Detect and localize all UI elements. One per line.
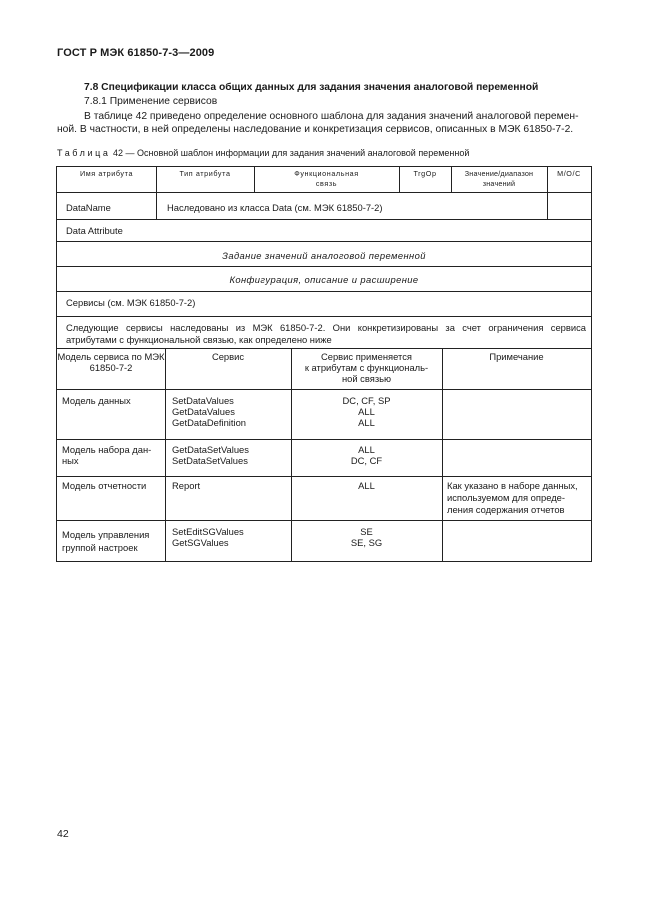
applies-value: ALL xyxy=(358,444,375,455)
table-row-model xyxy=(62,528,149,554)
data-table xyxy=(56,166,592,562)
dataname-value: Наследовано из класса Data (см. МЭК 61850-7-2) xyxy=(167,202,383,213)
paragraph-line: ной. В частности, в ней определены наследование и конкретизация сервисов, описанных в МЭК 61850-7-2. xyxy=(57,124,574,135)
service-name: Report xyxy=(172,480,201,491)
applies-value: DC, CF xyxy=(350,455,383,466)
note-line: ления содержания отчетов xyxy=(447,504,565,515)
subheader-line: ной связью xyxy=(341,373,392,384)
note-line: используемом для опреде- xyxy=(447,492,566,503)
intro-paragraph xyxy=(57,110,591,136)
header-line: связь xyxy=(315,179,338,188)
applies-value: DC, CF, SP xyxy=(342,395,391,406)
model-line: Модель набора дан- xyxy=(62,444,152,455)
table-row-services xyxy=(172,444,249,466)
subheader-service: Сервис xyxy=(211,351,245,362)
caption-text: 42 — Основной шаблон информации для задания значений аналоговой переменной xyxy=(113,148,470,158)
applies-value: ALL xyxy=(358,417,375,428)
header-trgop: TrgOp xyxy=(413,169,437,178)
page-number: 42 xyxy=(57,828,69,840)
subheader-applies xyxy=(291,351,442,384)
header-functional-constraint xyxy=(254,169,399,189)
table-row-services xyxy=(172,395,246,428)
applies-value: SE xyxy=(360,526,373,537)
service-name: GetDataSetValues xyxy=(172,444,249,455)
service-name: GetDataDefinition xyxy=(172,417,246,428)
table-row-model: Модель данных xyxy=(62,395,131,406)
header-line: Значение/диапазон xyxy=(464,169,534,178)
subheader-note: Примечание xyxy=(489,351,544,362)
subheader-line: Сервис применяется xyxy=(320,351,412,362)
note-line: Как указано в наборе данных, xyxy=(447,480,578,491)
service-name: SetDataSetValues xyxy=(172,455,248,466)
model-line: Модель управления xyxy=(62,529,150,540)
dataname-label: DataName xyxy=(66,202,111,213)
table-row-applies xyxy=(291,395,442,428)
header-moc: M/O/C xyxy=(557,169,581,178)
data-attribute-label: Data Attribute xyxy=(66,225,123,236)
services-reference: Сервисы (см. МЭК 61850-7-2) xyxy=(66,297,196,308)
header-line: Функциональная xyxy=(294,169,359,178)
service-name: GetSGValues xyxy=(172,537,229,548)
header-value-range xyxy=(451,169,547,189)
section-setting-heading: Задание значений аналоговой переменной xyxy=(222,250,426,261)
model-line: группой настроек xyxy=(62,542,138,553)
table-row-note xyxy=(447,480,589,516)
table-caption xyxy=(57,148,469,158)
applies-value: ALL xyxy=(358,406,375,417)
subsection-title: 7.8.1 Применение сервисов xyxy=(84,96,218,107)
header-attr-type: Тип атрибута xyxy=(179,169,231,178)
header-line: значений xyxy=(482,179,516,188)
applies-value: SE, SG xyxy=(350,537,383,548)
table-row-model: Модель отчетности xyxy=(62,480,147,491)
model-line: ных xyxy=(62,455,79,466)
header-attr-name: Имя атрибута xyxy=(79,169,134,178)
table-row-applies xyxy=(291,526,442,548)
paragraph-line: В таблице 42 приведено определение основного шаблона для задания значений аналоговой перемен- xyxy=(84,111,579,122)
section-config-heading: Конфигурация, описание и расширение xyxy=(229,274,419,285)
service-name: GetDataValues xyxy=(172,406,235,417)
service-name: SetDataValues xyxy=(172,395,234,406)
subheader-model: Модель сервиса по МЭК 61850-7-2 xyxy=(57,351,165,373)
table-row-model xyxy=(62,444,151,466)
section-title: 7.8 Спецификации класса общих данных для задания значения аналоговой переменной xyxy=(84,82,539,93)
services-note: Следующие сервисы наследованы из МЭК 61850-7-2. Они конкретизированы за счет ограничения сервиса атрибутами с функциональной связью, как определено ниже xyxy=(66,322,586,345)
table-row-applies xyxy=(291,480,442,491)
document-id: ГОСТ Р МЭК 61850-7-3—2009 xyxy=(57,47,215,59)
caption-word: Таблица xyxy=(57,148,111,158)
table-row-applies xyxy=(291,444,442,466)
service-name: SetEditSGValues xyxy=(172,526,244,537)
table-row-services xyxy=(172,526,244,548)
table-row-services xyxy=(172,480,200,491)
applies-value: ALL xyxy=(358,480,375,491)
subheader-line: к атрибутам с функциональ- xyxy=(304,362,429,373)
